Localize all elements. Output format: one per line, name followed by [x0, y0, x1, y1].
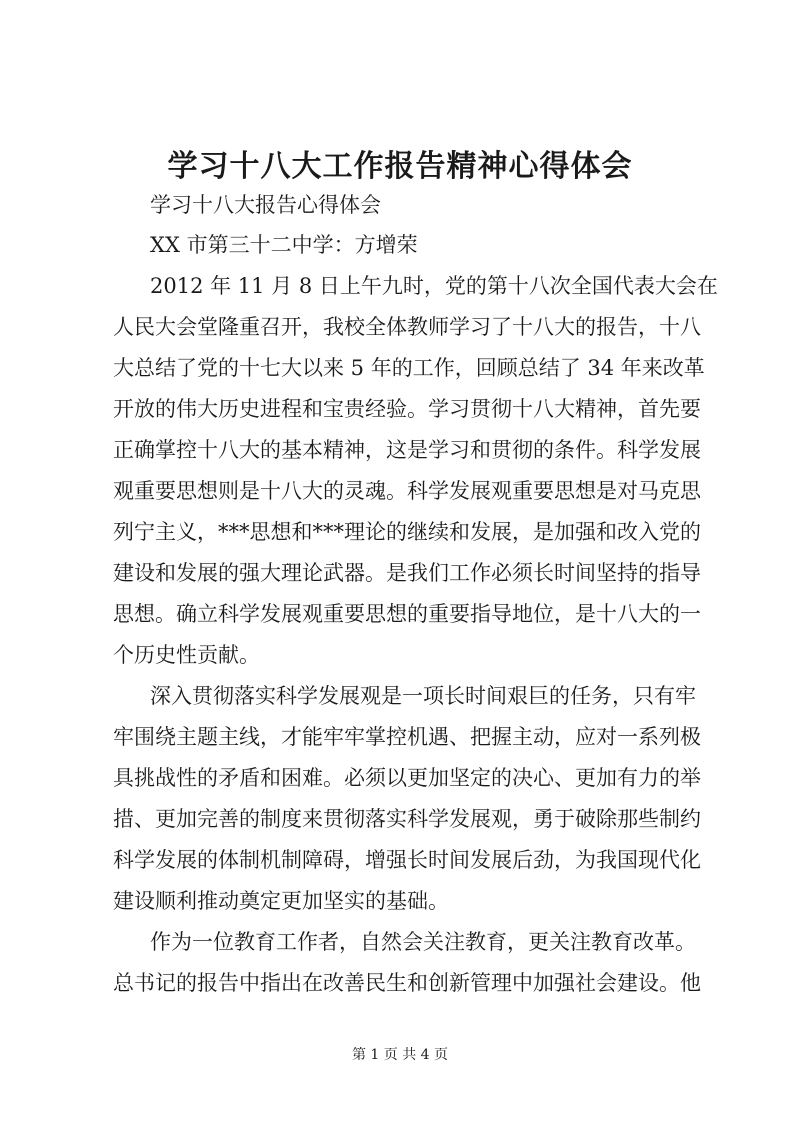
paragraph-line: 深入贯彻落实科学发展观是一项长时间艰巨的任务，只有牢 [150, 684, 696, 708]
paragraph-line: 具挑战性的矛盾和困难。必须以更加坚定的决心、更加有力的举 [113, 766, 701, 790]
paragraph-line: 总书记的报告中指出在改善民生和创新管理中加强社会建设。他 [113, 971, 701, 995]
paragraph-line: 牢围绕主题主线，才能牢牢掌控机遇、把握主动，应对一系列极 [113, 725, 701, 749]
paragraph-line: 开放的伟大历史进程和宝贵经验。学习贯彻十八大精神，首先要 [113, 397, 701, 421]
author-line: XX 市第三十二中学：方增荣 [150, 233, 418, 257]
paragraph-line: 建设和发展的强大理论武器。是我们工作必须长时间坚持的指导 [113, 561, 701, 585]
paragraph-line: 作为一位教育工作者，自然会关注教育，更关注教育改革。 [150, 930, 696, 954]
page-number: 第 1 页 共 4 页 [351, 1047, 449, 1063]
paragraph-line: 人民大会堂隆重召开，我校全体教师学习了十八大的报告，十八 [113, 315, 701, 339]
paragraph-line: 措、更加完善的制度来贯彻落实科学发展观，勇于破除那些制约 [113, 807, 701, 831]
paragraph-line: 观重要思想则是十八大的灵魂。科学发展观重要思想是对马克思 [113, 479, 701, 503]
page-title: 学习十八大工作报告精神心得体会 [167, 149, 633, 184]
paragraph-line: 正确掌控十八大的基本精神，这是学习和贯彻的条件。科学发展 [113, 438, 701, 462]
paragraph-line: 科学发展的体制机制障碍，增强长时间发展后劲，为我国现代化 [113, 848, 701, 872]
paragraph-line: 列宁主义，***思想和***理论的继续和发展，是加强和改入党的 [113, 520, 701, 544]
paragraph-line: 大总结了党的十七大以来 5 年的工作，回顾总结了 34 年来改革 [113, 356, 705, 380]
paragraph-line: 思想。确立科学发展观重要思想的重要指导地位，是十八大的一 [113, 602, 701, 626]
paragraph-line: 2012 年 11 月 8 日上午九时，党的第十八次全国代表大会在 [150, 274, 718, 298]
paragraph-line: 个历史性贡献。 [113, 643, 260, 667]
paragraph-line: 建设顺利推动奠定更加坚实的基础。 [113, 889, 449, 913]
subtitle-line: 学习十八大报告心得体会 [150, 193, 381, 217]
